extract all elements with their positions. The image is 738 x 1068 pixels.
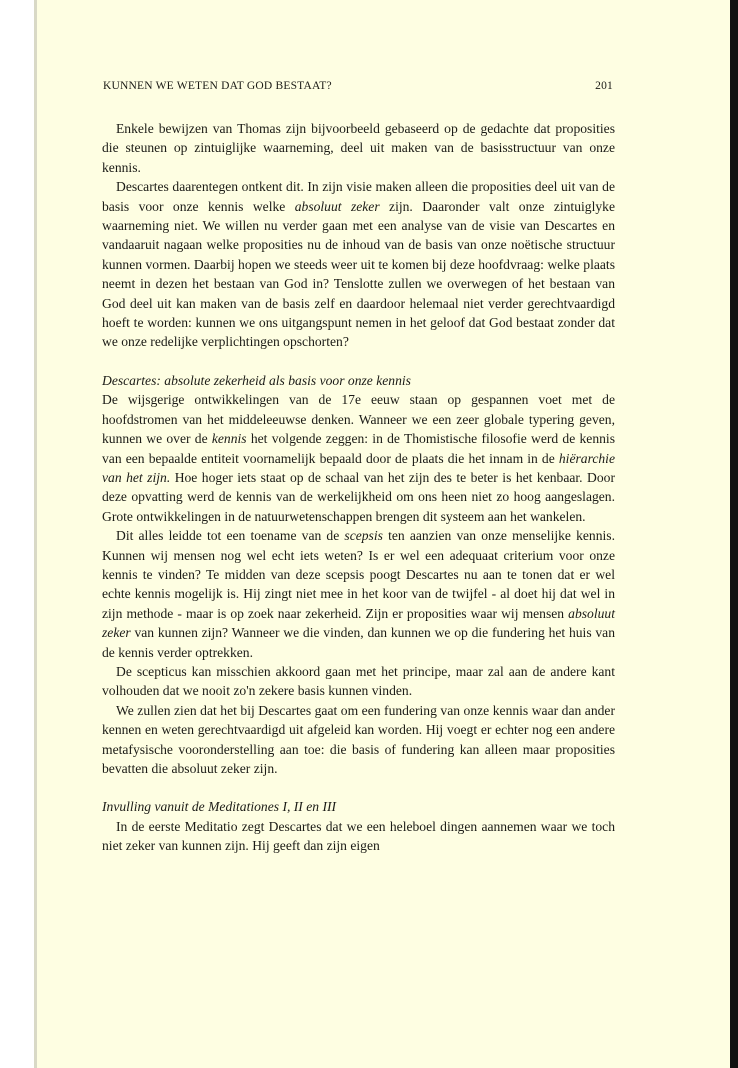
text-run: ten aanzien van onze menselijke kennis. Kunnen wij mensen nog wel echt iets weten? Is er wel een adequaat criterium voor onze kennis te vinden? Te midden van deze scepsis poogt Descartes nu aan te tonen dat er wel echte kennis mogelijk is. Hij zingt niet mee in het koor van de twijfel - al doet hij dat wel in zijn methode - maar is op zoek naar zekerheid. Zijn er proposities waar wij mensen (102, 528, 615, 621)
body-text (102, 119, 615, 856)
paragraph-1: Enkele bewijzen van Thomas zijn bijvoorbeeld gebaseerd op de gedachte dat proposities die steunen op zintuiglijke waarneming, deel uit maken van de basisstructuur van onze kennis. (102, 121, 615, 175)
text-run: De wijsgerige ontwikkelingen van de 17e eeuw staan op gespannen voet met de hoofdstromen van het middeleeuwse denken. Wanneer we een zeer globale typering geven, kunnen we over de (102, 392, 615, 447)
text-run: Hoe hoger iets staat op de schaal van het zijn des te beter is het kenbaar. Door deze opvatting werd de kennis van de werkelijkheid om ons heen niet zo hoog aangeslagen. Grote ontwikkelingen in de natuurwetenschappen brengen dit systeem aan het wankelen. (102, 469, 615, 524)
paragraph-3 (102, 390, 615, 526)
emphasis: kennis (211, 431, 247, 447)
text-run: het volgende zeggen: in de Thomistische filosofie werd de kennis van een bepaalde entiteit voornamelijk bepaald door de plaats die het innam in de (102, 431, 615, 466)
text-run: zijn. Daaronder valt onze zintuiglyke waarneming niet. We willen nu verder gaan met een analyse van de visie van Descartes en vandaaruit nagaan welke proposities nu de inhoud van de basis van onze noëtische structuur kunnen vormen. Daarbij hopen we steeds weer uit te komen bij deze hoofdvraag: welke plaats neemt in dezen het bestaan van God in? Tenslotte zullen we overwegen of het bestaan van God deel uit kan maken van de basis zelf en daardoor helemaal niet verder gerechtvaardigd hoeft te worden: kunnen we ons uitgangspunt nemen in het geloof dat God bestaat zonder dat we onze redelijke verplichtingen opschorten? (102, 198, 615, 350)
paragraph-6: We zullen zien dat het bij Descartes gaat om een fundering van onze kennis waar dan ander kennen en weten gerechtvaardigd uit afgeleid kan worden. Hij voegt er echter nog een andere metafysische vooronderstelling aan toe: die basis of fundering kan alleen maar proposities bevatten die absoluut zeker zijn. (102, 702, 615, 776)
paragraph-5: De scepticus kan misschien akkoord gaan met het principe, maar zal aan de andere kant volhouden dat we nooit zo'n zekere basis kunnen vinden. (102, 663, 615, 699)
text-run: Dit alles leidde tot een toename van de (116, 528, 345, 544)
paragraph-7: In de eerste Meditatio zegt Descartes dat we een heleboel dingen aannemen waar we toch niet zeker van kunnen zijn. Hij geeft dan zijn eigen (102, 818, 615, 854)
text-run: Descartes daarentegen ontkent dit. In zijn visie maken alleen die proposities deel uit van de basis voor onze kennis welke (102, 179, 615, 214)
running-header (103, 80, 613, 92)
paragraph-4 (102, 526, 615, 662)
scan-right-edge (730, 0, 738, 1068)
section-heading-meditationes: Invulling vanuit de Meditationes I, II en III (102, 799, 337, 815)
emphasis: hiërarchie van het zijn. (102, 450, 615, 485)
page-number: 201 (595, 80, 613, 92)
running-title: KUNNEN WE WETEN DAT GOD BESTAAT? (103, 80, 332, 92)
emphasis: scepsis (344, 528, 383, 544)
emphasis: absoluut zeker (102, 605, 615, 641)
section-heading-descartes: Descartes: absolute zekerheid als basis voor onze kennis (102, 372, 411, 388)
text-run: van kunnen zijn? Wanneer we die vinden, dan kunnen we op die fundering het huis van de kennis verder optrekken. (102, 625, 615, 660)
paragraph-2 (102, 177, 615, 352)
emphasis: absoluut zeker (294, 198, 380, 214)
